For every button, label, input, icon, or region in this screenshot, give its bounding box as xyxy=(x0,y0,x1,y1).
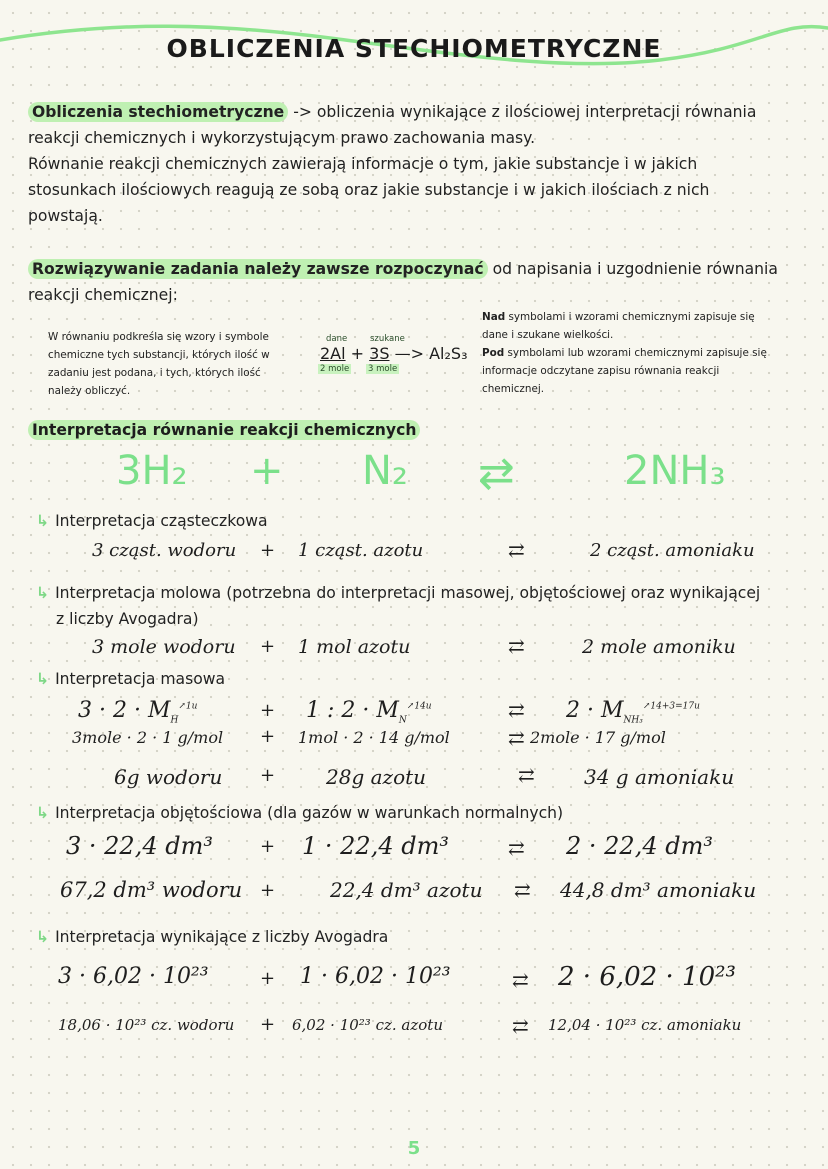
masowa-r1a: $3 \cdot 2 \cdot M_H^{↗1u}$ xyxy=(78,698,198,726)
page-title: OBLICZENIA STECHIOMETRYCZNE xyxy=(166,34,662,63)
section-molowa-heading: ↳ Interpretacja molowa (potrzebna do interpretacji masowej, objętościowej oraz wynikającej z liczby Avogadra) xyxy=(36,580,816,632)
return-arrow-icon: ↳ xyxy=(36,928,50,946)
section-masowa-heading: ↳ Interpretacja masowa xyxy=(36,670,226,688)
intro-paragraph: Obliczenia stechiometryczne -> obliczenia wynikające z ilościowej interpretacji równania reakcji chemicznych i wykorzystującym prawo zachowania masy. Równanie reakcji chemicznych zawierają informacje o tym, jakie substancje i w jakich stosunkach ilościowych reagują ze sobą oraz jakie substancje i w jakich ilościach z nich powstają. xyxy=(28,103,757,225)
example-equation: dane szukane 2Al + 3S —> Al₂S₃ 2 mole 3 mole xyxy=(320,334,468,374)
return-arrow-icon: ↳ xyxy=(36,670,50,688)
example-right-note: Nad symbolami i wzorami chemicznymi zapisuje się dane i szukane wielkości. Pod symbolami lub wzorami chemicznymi zapisuje się informacje odczytane zapisu równania reakcji chemicznej. xyxy=(482,311,767,395)
page-number: 5 xyxy=(407,1138,421,1159)
masowa-r1b: 1 : $2 \cdot M_N^{↗14u}$ xyxy=(306,698,432,726)
interpretation-heading: Interpretacja równanie reakcji chemicznych xyxy=(28,420,420,439)
section-avogadro-heading: ↳ Interpretacja wynikające z liczby Avogadra xyxy=(36,928,389,946)
main-eq-plus: + xyxy=(250,448,284,494)
masowa-r1c: $2 \cdot M_{NH_3}^{↗14+3=17u}$ xyxy=(566,698,700,726)
main-eq-h2: 3H₂ xyxy=(116,448,188,494)
section-objetosciowa-heading: ↳ Interpretacja objętościowa (dla gazów w warunkach normalnych) xyxy=(36,804,564,822)
solving-paragraph: Rozwiązywanie zadania należy zawsze rozpoczynać od napisania i uzgodnienie równania reakcji chemicznej: xyxy=(28,260,778,304)
main-eq-arrow: ⇄ xyxy=(478,448,515,499)
return-arrow-icon: ↳ xyxy=(36,512,50,530)
main-eq-nh3: 2NH₃ xyxy=(624,448,726,494)
intro-term: Obliczenia stechiometryczne xyxy=(28,102,288,122)
example-left-note: W równaniu podkreśla się wzory i symbole chemiczne tych substancji, których ilość w zadaniu jest podana, i tych, których ilość należy obliczyć. xyxy=(48,331,270,397)
return-arrow-icon: ↳ xyxy=(36,804,50,822)
solving-highlight: Rozwiązywanie zadania należy zawsze rozpoczynać xyxy=(28,259,488,279)
section-czasteczkowa-heading: ↳ Interpretacja cząsteczkowa xyxy=(36,512,268,530)
main-eq-n2: N₂ xyxy=(362,448,408,494)
return-arrow-icon: ↳ xyxy=(36,584,50,602)
